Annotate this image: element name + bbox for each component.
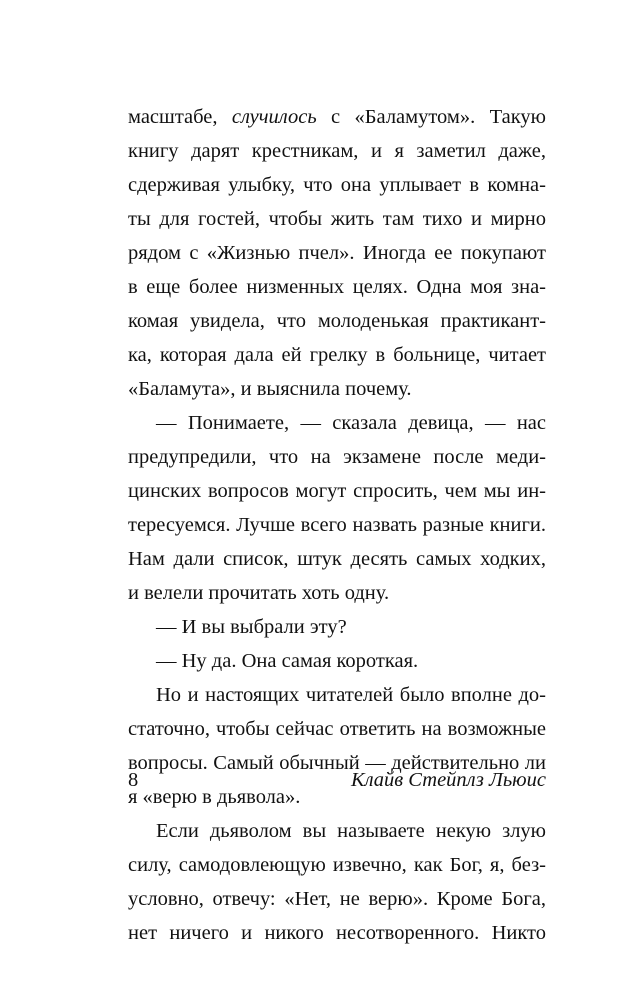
text-line: в еще более низменных целях. Одна моя зна- [128,276,546,298]
text-line: я «верю в дьявола». [128,786,301,808]
text-line: цинских вопросов могут спросить, чем мы ин- [128,480,546,502]
running-head-author: Клайв Стейплз Льюис [350,769,546,791]
emphasis: случилось [231,106,317,128]
text-line: — Ну да. Она самая короткая. [156,650,419,672]
text-line: Если дьяволом вы называете некую злую [156,820,546,842]
page-footer [128,760,546,800]
text-line: нет ничего и никого несотворенного. Никто [128,922,546,944]
text-line: «Баламута», и выяснила почему. [128,378,412,400]
text-line: силу, самодовлеющую извечно, как Бог, я, без- [128,854,546,876]
text-line: вопросы. Самый обычный — действительно ли [128,752,546,774]
text-line: книгу дарят крестникам, и я заметил даже, [128,140,546,162]
text-line: Нам дали список, штук десять самых ходких, [128,548,546,570]
text-line: и велели прочитать хоть одну. [128,582,390,604]
text-line: ты для гостей, чтобы жить там тихо и мирно [128,208,546,230]
body-text [128,100,546,950]
text-line: Но и настоящих читателей было вполне до- [156,684,546,706]
text-line: комая увидела, что молоденькая практикант- [128,310,546,332]
text-line: статочно, чтобы сейчас ответить на возможные [128,718,546,740]
text-line: предупредили, что на экзамене после меди- [128,446,546,468]
text-line: ка, которая дала ей грелку в больнице, читает [128,344,546,366]
text-line: тересуемся. Лучше всего назвать разные книги. [128,514,546,536]
page-number: 8 [128,769,139,791]
text-line: — Понимаете, — сказала девица, — нас [156,412,546,434]
text-line: условно, отвечу: «Нет, не верю». Кроме Бога, [128,888,546,910]
text-line: сдерживая улыбку, что она уплывает в комна- [128,174,546,196]
text-line: — И вы выбрали эту? [156,616,347,638]
text-line: рядом с «Жизнью пчел». Иногда ее покупают [128,242,546,264]
text-line: масштабе, случилось с «Баламутом». Такую [128,106,546,128]
